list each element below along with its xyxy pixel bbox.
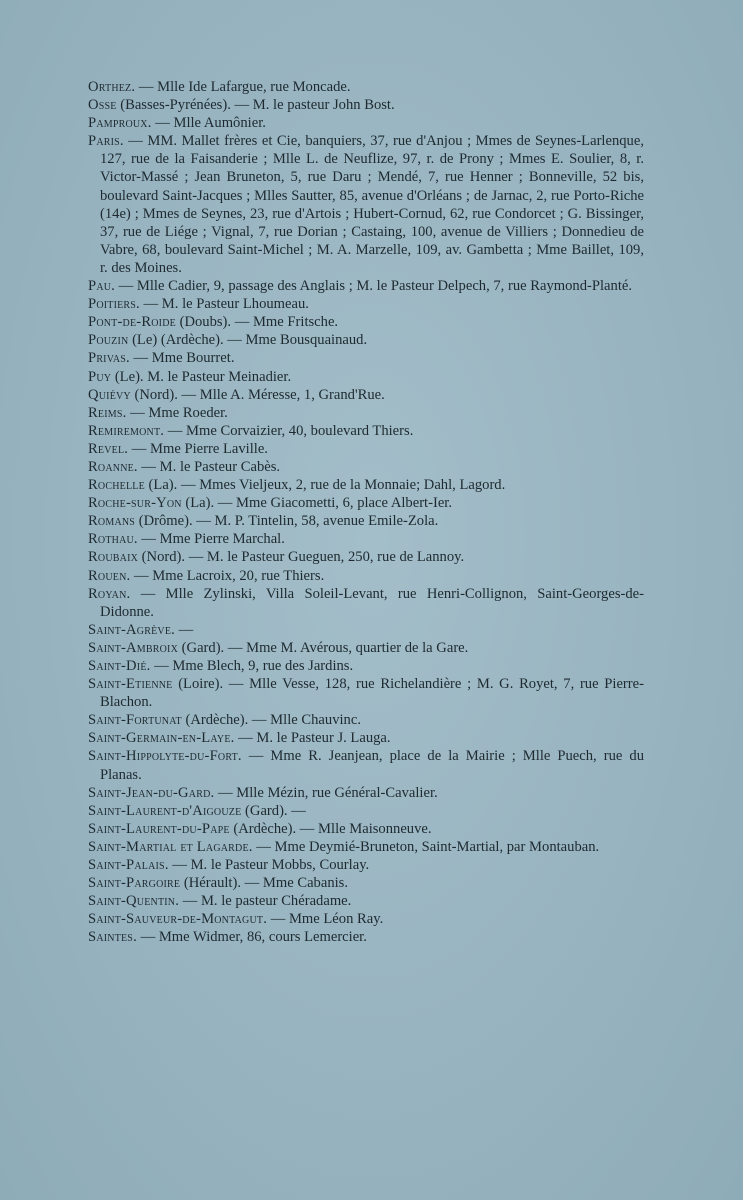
- entry-text: — Mme Bourret.: [129, 350, 235, 367]
- entry-saint-etienne: [88, 675, 644, 711]
- place-name: Saint-Palais.: [88, 857, 169, 874]
- place-name: Saint-Laurent-d'Aigouze: [88, 802, 242, 819]
- entry-rothau: [88, 530, 644, 548]
- entry-orthez: [88, 78, 644, 96]
- place-name: Saint-Fortunat: [88, 712, 182, 729]
- entry-saint-germain-en-laye: [88, 729, 644, 747]
- entry-text: — Mme Pierre Laville.: [128, 440, 268, 457]
- entry-text: (Le) (Ardèche). — Mme Bousquainaud.: [128, 332, 368, 349]
- place-name: Roanne.: [88, 458, 138, 475]
- entry-poitiers: [88, 295, 644, 313]
- place-name: Rouen.: [88, 567, 131, 584]
- place-name: Saint-Etienne: [88, 676, 173, 693]
- entry-text: — M. le Pasteur Mobbs, Courlay.: [168, 857, 370, 874]
- place-name: Pouzin: [88, 332, 129, 349]
- entry-reims: [88, 404, 644, 422]
- place-name: Pont-de-Roide: [88, 314, 176, 331]
- entry-privas: [88, 349, 644, 367]
- entry-text: — Mlle Ide Lafargue, rue Moncade.: [135, 79, 351, 95]
- entry-saint-agreve: [88, 621, 644, 639]
- entry-saint-palais: [88, 856, 644, 874]
- place-name: Privas.: [88, 350, 130, 367]
- entry-text: — Mme R. Jeanjean, place de la Mairie ; Mlle Puech, rue du Planas.: [100, 748, 644, 783]
- place-name: Saint-Pargoire: [88, 875, 181, 892]
- entry-saint-ambroix: [88, 639, 644, 657]
- entry-text: (Loire). — Mlle Vesse, 128, rue Richelandière ; M. G. Royet, 7, rue Pierre-Blachon.: [100, 676, 644, 711]
- entry-romans: [88, 512, 644, 530]
- entry-paris: [88, 132, 644, 277]
- entry-pouzin: [88, 331, 644, 349]
- place-name: Osse: [88, 97, 117, 114]
- place-name: Pamproux.: [88, 115, 152, 132]
- entry-text: (Gard). —: [241, 802, 306, 819]
- entry-quievy: [88, 386, 644, 404]
- entry-text: (Drôme). — M. P. Tintelin, 58, avenue Emile-Zola.: [135, 513, 439, 530]
- entry-osse: [88, 96, 644, 114]
- place-name: Rothau.: [88, 531, 138, 548]
- place-name: Saint-Sauveur-de-Montagut.: [88, 911, 268, 928]
- entry-text: — Mme Pierre Marchal.: [137, 531, 285, 548]
- entry-text: — Mlle Zylinski, Villa Soleil-Levant, rue Henri-Collignon, Saint-Georges-de-Didonne.: [100, 585, 644, 620]
- entry-text: (La). — Mme Giacometti, 6, place Albert-Ier.: [181, 495, 453, 512]
- entry-saint-jean-du-gard: [88, 784, 644, 802]
- entry-roanne: [88, 458, 644, 476]
- entry-text: — M. le Pasteur J. Lauga.: [234, 730, 391, 747]
- entry-roche-sur-yon: [88, 494, 644, 512]
- entry-saint-quentin: [88, 892, 644, 910]
- place-name: Remiremont.: [88, 422, 165, 439]
- entry-rouen: [88, 567, 644, 585]
- place-name: Royan.: [88, 585, 131, 602]
- place-name: Reims.: [88, 404, 127, 421]
- entry-puy: [88, 368, 644, 386]
- entry-text: — Mme Corvaizier, 40, boulevard Thiers.: [164, 422, 414, 439]
- place-name: Saint-Laurent-du-Pape: [88, 820, 230, 837]
- entry-saintes: [88, 928, 644, 946]
- entry-saint-sauveur-de-montagut: [88, 910, 644, 928]
- place-name: Puy: [88, 368, 112, 385]
- entry-saint-martial-et-lagarde: [88, 838, 644, 856]
- entry-text: (Ardèche). — Mlle Maisonneuve.: [229, 820, 432, 837]
- place-name: Poitiers.: [88, 296, 140, 313]
- place-name: Orthez.: [88, 79, 136, 95]
- entry-text: (Doubs). — Mme Fritsche.: [175, 314, 339, 331]
- entry-pau: [88, 277, 644, 295]
- entry-text: — Mlle Mézin, rue Général-Cavalier.: [214, 784, 438, 801]
- entry-text: — Mme Blech, 9, rue des Jardins.: [150, 658, 354, 674]
- place-name: Romans: [88, 513, 136, 530]
- place-name: Saintes.: [88, 929, 137, 946]
- entry-text: — Mme Widmer, 86, cours Lemercier.: [136, 929, 367, 946]
- place-name: Saint-Ambroix: [88, 639, 179, 656]
- place-name: Saint-Quentin.: [88, 893, 180, 910]
- entry-text: (Gard). — Mme M. Avérous, quartier de la Gare.: [178, 639, 469, 656]
- entry-revel: [88, 440, 644, 458]
- place-name: Paris.: [88, 133, 124, 150]
- place-name: Saint-Jean-du-Gard.: [88, 784, 215, 801]
- entry-text: (Nord). — Mlle A. Méresse, 1, Grand'Rue.: [130, 386, 385, 403]
- entry-text: — Mme Deymié-Bruneton, Saint-Martial, par Montauban.: [252, 838, 600, 855]
- entry-text: — M. le Pasteur Lhoumeau.: [139, 296, 309, 313]
- entry-text: (Hérault). — Mme Cabanis.: [180, 875, 349, 892]
- place-name: Revel.: [88, 440, 129, 457]
- entry-roubaix: [88, 548, 644, 566]
- entry-text: (Nord). — M. le Pasteur Gueguen, 250, rue de Lannoy.: [138, 549, 465, 566]
- entry-remiremont: [88, 422, 644, 440]
- entry-text: — Mme Roeder.: [126, 404, 228, 421]
- place-name: Rochelle: [88, 477, 145, 494]
- entry-saint-laurent-du-pape: [88, 820, 644, 838]
- entry-text: (La). — Mmes Vieljeux, 2, rue de la Monnaie; Dahl, Lagord.: [144, 477, 506, 494]
- entry-pamproux: [88, 114, 644, 132]
- place-name: Saint-Germain-en-Laye.: [88, 730, 235, 747]
- place-name: Saint-Hippolyte-du-Fort.: [88, 748, 242, 765]
- entry-saint-hippolyte-du-fort: [88, 747, 644, 783]
- entry-text: —: [174, 621, 194, 638]
- entry-saint-laurent-d-aigouze: [88, 802, 644, 820]
- entry-text: (Basses-Pyrénées). — M. le pasteur John Bost.: [116, 97, 395, 114]
- place-name: Quiévy: [88, 386, 131, 403]
- entry-text: — MM. Mallet frères et Cie, banquiers, 37, rue d'Anjou ; Mmes de Seynes-Larlenque, 127, rue de la Faisanderie ; Mlle L. de Neuflize, 97, r. de Prony ; Mmes E. Soulier, 8, r. Victor-Massé ; Jean Bruneton, 5, rue Daru ; Mendé, 7, rue Henner ; Bonneville, 52 bis, boulevard Saint-Jacques ; Mlles Sautter, 85, avenue d'Orléans ; de Jarnac, 2, rue Porto-Riche (14e) ; Mmes de Seynes, 23, rue d'Artois ; Hubert-Cornud, 62, rue Condorcet ; G. Bissinger, 37, rue de Liége ; Vignal, 7, rue Dorian ; Castaing, 100, avenue de Villiers ; Donnedieu de Vabre, 68, boulevard Saint-Michel ; M. A. Marzelle, 109, av. Gambetta ; Mme Baillet, 109, r. des Moines.: [100, 133, 644, 276]
- entry-saint-fortunat: [88, 711, 644, 729]
- entry-saint-pargoire: [88, 874, 644, 892]
- place-name: Pau.: [88, 278, 116, 295]
- entry-text: — Mlle Aumônier.: [151, 115, 266, 132]
- entry-text: — Mlle Cadier, 9, passage des Anglais ; M. le Pasteur Delpech, 7, rue Raymond-Planté.: [115, 278, 632, 295]
- place-name: Roubaix: [88, 549, 139, 566]
- entry-royan: [88, 585, 644, 621]
- entry-text: — M. le pasteur Chéradame.: [179, 893, 352, 910]
- entry-text: (Ardèche). — Mlle Chauvinc.: [181, 712, 361, 729]
- entry-saint-die: [88, 657, 644, 675]
- place-name: Saint-Martial et Lagarde.: [88, 838, 253, 855]
- place-name: Roche-sur-Yon: [88, 495, 182, 512]
- entry-text: — Mme Léon Ray.: [267, 911, 384, 928]
- entry-text: — M. le Pasteur Cabès.: [137, 458, 281, 475]
- entry-text: — Mme Lacroix, 20, rue Thiers.: [130, 567, 325, 584]
- place-name: Saint-Dié.: [88, 658, 151, 674]
- address-list: [88, 78, 644, 947]
- entry-pont-de-roide: [88, 313, 644, 331]
- entry-rochelle: [88, 476, 644, 494]
- entry-text: (Le). M. le Pasteur Meinadier.: [111, 368, 292, 385]
- place-name: Saint-Agrève.: [88, 621, 175, 638]
